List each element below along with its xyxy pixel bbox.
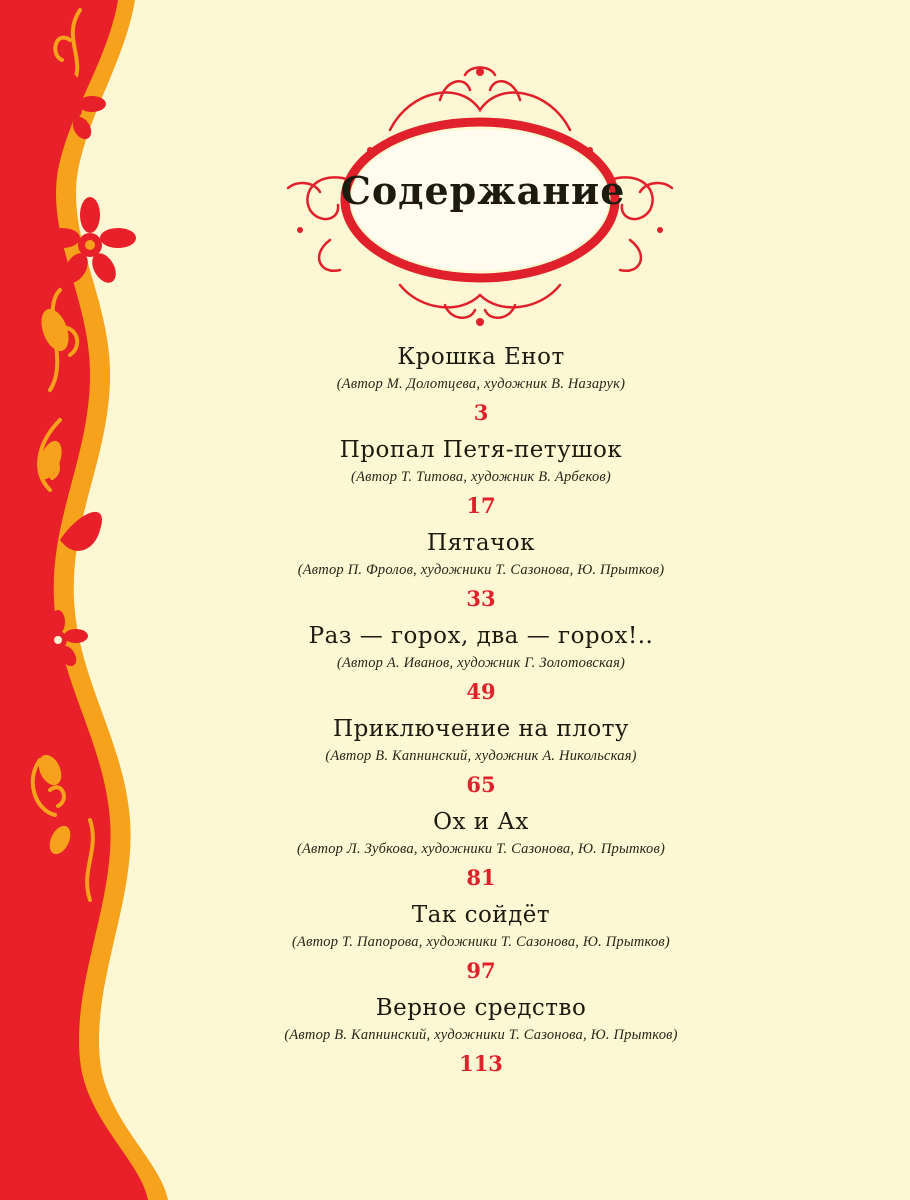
toc-entry-page-number[interactable]: 33 (466, 586, 496, 611)
toc-entry-title[interactable]: Ох и Ах (433, 809, 529, 835)
toc-entry-credits: (Автор Т. Титова, художник В. Арбеков) (351, 469, 611, 485)
table-of-contents (196, 340, 766, 1084)
toc-entry-title[interactable]: Крошка Енот (397, 344, 565, 370)
toc-entry[interactable] (196, 526, 766, 619)
toc-entry[interactable] (196, 712, 766, 805)
toc-entry-page-number[interactable]: 3 (473, 400, 489, 425)
toc-entry-title[interactable]: Верное средство (375, 995, 587, 1021)
toc-entry-page-number[interactable]: 113 (459, 1051, 503, 1076)
toc-entry[interactable] (196, 805, 766, 898)
toc-entry[interactable] (196, 898, 766, 991)
toc-entry[interactable] (196, 340, 766, 433)
toc-entry-page-number[interactable]: 17 (466, 493, 496, 518)
toc-entry[interactable] (196, 991, 766, 1084)
toc-entry-credits: (Автор Т. Папорова, художники Т. Сазонова, Ю. Прытков) (292, 934, 670, 950)
toc-entry-credits: (Автор А. Иванов, художник Г. Золотовская) (336, 655, 626, 671)
toc-entry-title[interactable]: Так сойдёт (411, 902, 551, 928)
toc-entry[interactable] (196, 619, 766, 712)
toc-entry-page-number[interactable]: 81 (466, 865, 496, 890)
toc-entry-credits: (Автор Л. Зубкова, художники Т. Сазонова, Ю. Прытков) (296, 841, 666, 857)
toc-entry-credits: (Автор М. Долотцева, художник В. Назарук) (336, 376, 626, 392)
toc-entry-credits: (Автор В. Капнинский, художники Т. Сазонова, Ю. Прытков) (284, 1027, 678, 1043)
toc-entry-title[interactable]: Приключение на плоту (333, 716, 629, 742)
toc-entry-title[interactable]: Раз — горох, два — горох!.. (308, 623, 654, 649)
page-title: Содержание (340, 168, 626, 213)
toc-entry-credits: (Автор П. Фролов, художники Т. Сазонова, Ю. Прытков) (297, 562, 665, 578)
toc-entry[interactable] (196, 433, 766, 526)
toc-entry-title[interactable]: Пятачок (427, 530, 535, 556)
toc-entry-credits: (Автор В. Капнинский, художник А. Никольская) (325, 748, 637, 764)
toc-entry-page-number[interactable]: 65 (466, 772, 496, 797)
toc-entry-title[interactable]: Пропал Петя-петушок (339, 437, 623, 463)
toc-entry-page-number[interactable]: 49 (466, 679, 496, 704)
toc-entry-page-number[interactable]: 97 (466, 958, 496, 983)
